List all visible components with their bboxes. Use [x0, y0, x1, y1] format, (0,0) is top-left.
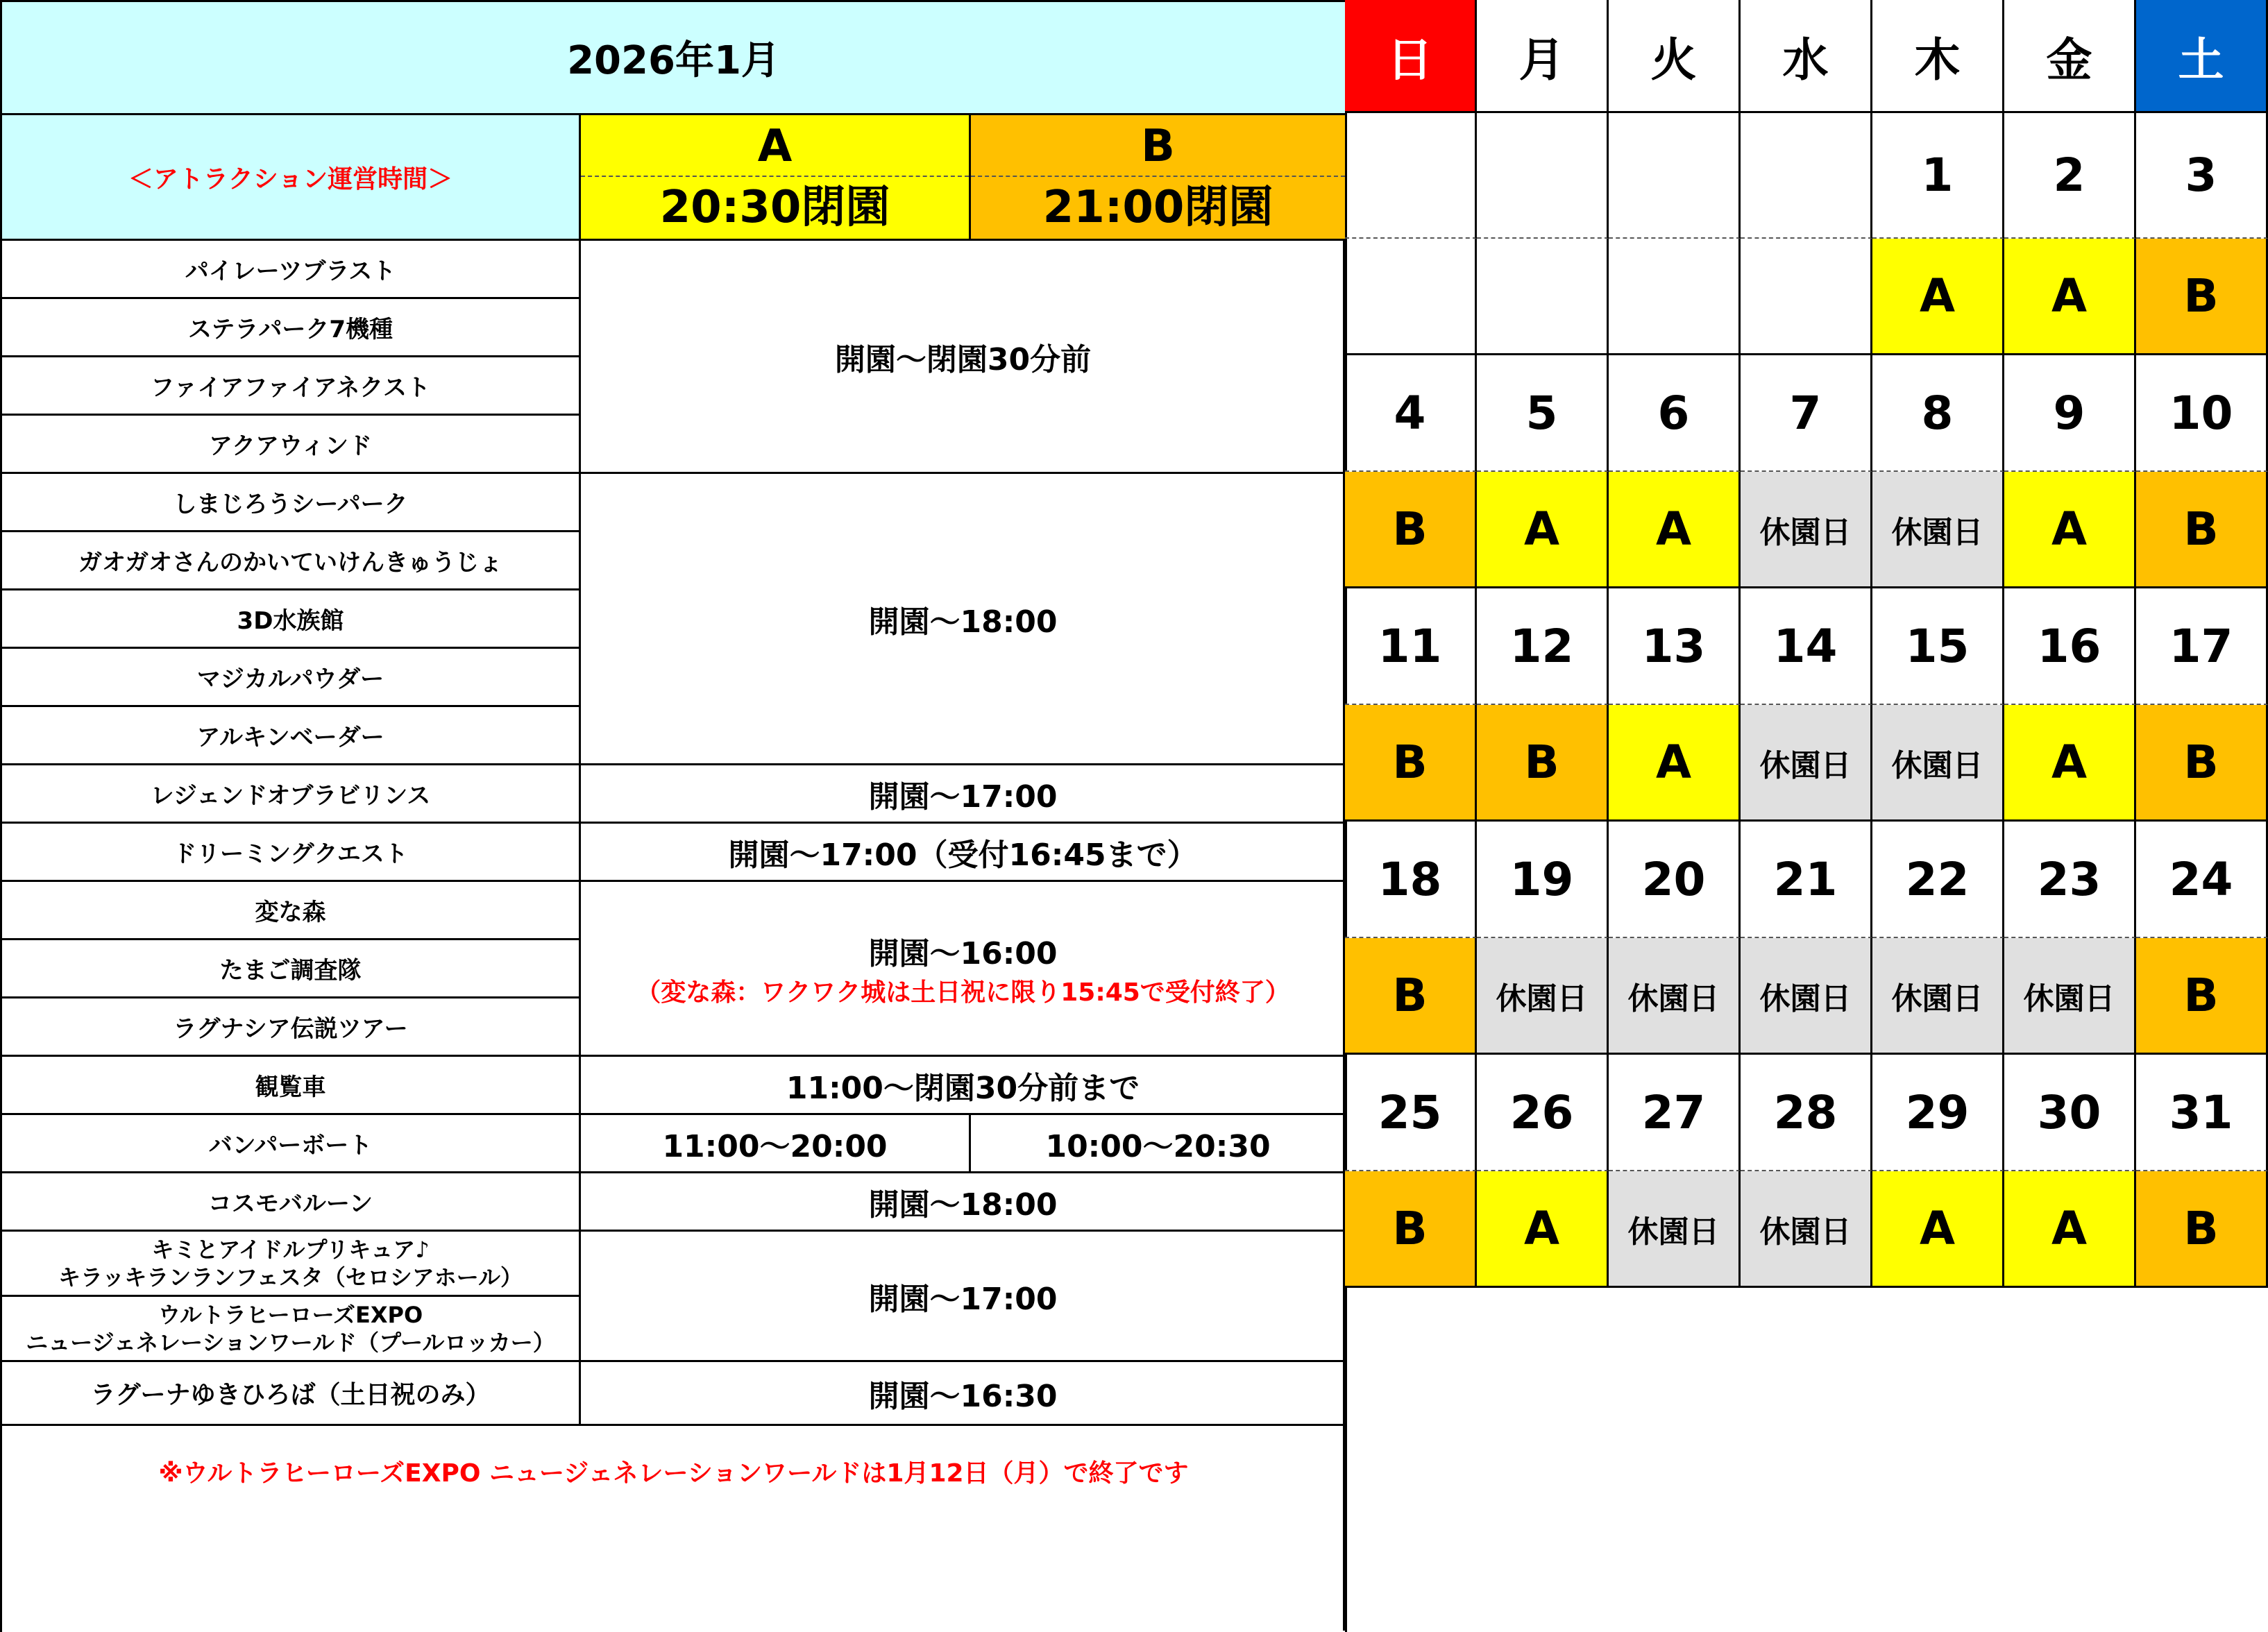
- attraction-name: ガオガオさんのかいていけんきゅうじょ: [1, 532, 580, 590]
- date-cell: 20: [1609, 822, 1741, 938]
- status-cell: 休園日: [1872, 705, 2004, 822]
- date-cell: 29: [1872, 1055, 2004, 1171]
- date-cell: 23: [2004, 822, 2136, 938]
- date-cell: 27: [1609, 1055, 1741, 1171]
- footnote: ※ウルトラヒーローズEXPO ニュージェネレーションワールドは1月12日（月）で終了です: [1, 1425, 1346, 1632]
- hours-cell: [580, 881, 1346, 1056]
- weekday-header: 土: [2136, 0, 2268, 113]
- attraction-name: ファイアファイアネクスト: [1, 357, 580, 415]
- attraction-name: アクアウィンド: [1, 415, 580, 473]
- status-cell: B: [1345, 705, 1477, 822]
- status-cell: 休園日: [1872, 938, 2004, 1055]
- date-cell: 13: [1609, 588, 1741, 705]
- attraction-name: たまご調査隊: [1, 940, 580, 998]
- legend-label: ＜アトラクション運営時間＞: [1, 114, 580, 240]
- legend-b-code: B: [971, 116, 1345, 177]
- status-cell: A: [1477, 1171, 1609, 1288]
- attraction-name: レジェンドオブラビリンス: [1, 765, 580, 823]
- hours-cell: 開園～閉園30分前: [580, 240, 1346, 473]
- status-cell: 休園日: [1741, 938, 1872, 1055]
- date-cell: 2: [2004, 113, 2136, 239]
- date-cell: 25: [1345, 1055, 1477, 1171]
- attraction-name: ステラパーク7機種: [1, 298, 580, 357]
- date-cell: 3: [2136, 113, 2268, 239]
- date-cell: 28: [1741, 1055, 1872, 1171]
- hours-cell: 開園～17:00（受付16:45まで）: [580, 823, 1346, 881]
- date-cell: 8: [1872, 355, 2004, 472]
- attraction-name: ドリーミングクエスト: [1, 823, 580, 881]
- status-cell: 休園日: [1872, 472, 2004, 588]
- legend-a-time: 20:30閉園: [659, 182, 890, 233]
- weekday-header: 水: [1741, 0, 1872, 113]
- date-cell: 17: [2136, 588, 2268, 705]
- date-cell: 22: [1872, 822, 2004, 938]
- status-cell: 休園日: [1741, 472, 1872, 588]
- attraction-name: 変な森: [1, 881, 580, 940]
- hours-cell: 11:00～閉園30分前まで: [580, 1056, 1346, 1114]
- attraction-name: キミとアイドルプリキュア♪ キラッキランランフェスタ（セロシアホール）: [1, 1231, 580, 1296]
- status-cell: 休園日: [1477, 938, 1609, 1055]
- attraction-name: バンパーボート: [1, 1114, 580, 1173]
- status-cell: 休園日: [1609, 1171, 1741, 1288]
- status-cell: 休園日: [1741, 1171, 1872, 1288]
- date-cell: 31: [2136, 1055, 2268, 1171]
- status-cell: B: [2136, 705, 2268, 822]
- date-cell: 24: [2136, 822, 2268, 938]
- month-title: 2026年1月: [1, 1, 1346, 114]
- status-cell: B: [1345, 472, 1477, 588]
- attraction-name: ラグーナゆきひろば（土日祝のみ）: [1, 1361, 580, 1425]
- date-cell: 4: [1345, 355, 1477, 472]
- hours-cell-b: 10:00～20:30: [970, 1114, 1346, 1173]
- hours-cell: 開園～18:00: [580, 1173, 1346, 1231]
- hours-cell: 開園～16:30: [580, 1361, 1346, 1425]
- status-cell: B: [1477, 705, 1609, 822]
- date-cell: [1345, 113, 1477, 239]
- legend-a-code: A: [581, 116, 969, 177]
- status-cell: 休園日: [2004, 938, 2136, 1055]
- status-cell: A: [1477, 472, 1609, 588]
- date-cell: 9: [2004, 355, 2136, 472]
- status-cell: B: [2136, 472, 2268, 588]
- legend-b: [970, 114, 1346, 240]
- status-cell: B: [2136, 239, 2268, 355]
- weekday-header: 日: [1345, 0, 1477, 113]
- status-cell: A: [1609, 705, 1741, 822]
- date-cell: 14: [1741, 588, 1872, 705]
- date-cell: 26: [1477, 1055, 1609, 1171]
- status-cell: B: [2136, 938, 2268, 1055]
- attraction-name: パイレーツブラスト: [1, 240, 580, 298]
- legend-a: [580, 114, 970, 240]
- date-cell: 10: [2136, 355, 2268, 472]
- hours-cell: 開園～17:00: [580, 765, 1346, 823]
- weekday-header: 金: [2004, 0, 2136, 113]
- weekday-header: 木: [1872, 0, 2004, 113]
- date-cell: 18: [1345, 822, 1477, 938]
- date-cell: 11: [1345, 588, 1477, 705]
- status-cell: [1345, 239, 1477, 355]
- hours-note: （変な森：ワクワク城は土日祝に限り15:45で受付終了）: [636, 978, 1290, 1007]
- hours-cell: 開園～18:00: [580, 473, 1346, 765]
- date-cell: 12: [1477, 588, 1609, 705]
- date-cell: 16: [2004, 588, 2136, 705]
- status-cell: [1741, 239, 1872, 355]
- weekday-header: 月: [1477, 0, 1609, 113]
- weekday-header: 火: [1609, 0, 1741, 113]
- attraction-name: しまじろうシーパーク: [1, 473, 580, 532]
- attraction-name: 3D水族館: [1, 590, 580, 648]
- date-cell: [1477, 113, 1609, 239]
- status-cell: [1477, 239, 1609, 355]
- date-cell: 15: [1872, 588, 2004, 705]
- attraction-name: アルキンベーダー: [1, 706, 580, 765]
- date-cell: 30: [2004, 1055, 2136, 1171]
- status-cell: A: [2004, 239, 2136, 355]
- attraction-name: ラグナシア伝説ツアー: [1, 998, 580, 1056]
- date-cell: [1741, 113, 1872, 239]
- legend-b-time: 21:00閉園: [1042, 182, 1273, 233]
- date-cell: 21: [1741, 822, 1872, 938]
- date-cell: 6: [1609, 355, 1741, 472]
- date-cell: 19: [1477, 822, 1609, 938]
- status-cell: A: [1872, 1171, 2004, 1288]
- status-cell: B: [1345, 938, 1477, 1055]
- status-cell: A: [2004, 1171, 2136, 1288]
- status-cell: A: [2004, 472, 2136, 588]
- attraction-name: 観覧車: [1, 1056, 580, 1114]
- date-cell: [1609, 113, 1741, 239]
- status-cell: B: [2136, 1171, 2268, 1288]
- status-cell: 休園日: [1609, 938, 1741, 1055]
- status-cell: A: [1609, 472, 1741, 588]
- hours-cell: 開園～17:00: [580, 1231, 1346, 1361]
- attraction-name: マジカルパウダー: [1, 648, 580, 706]
- date-cell: 5: [1477, 355, 1609, 472]
- hours-cell-a: 11:00～20:00: [580, 1114, 970, 1173]
- hours-text: 開園～16:00: [868, 936, 1058, 971]
- calendar-grid: [1345, 0, 2268, 1288]
- status-cell: 休園日: [1741, 705, 1872, 822]
- attraction-name: ウルトラヒーローズEXPO ニュージェネレーションワールド（プールロッカー）: [1, 1296, 580, 1361]
- status-cell: A: [1872, 239, 2004, 355]
- date-cell: 7: [1741, 355, 1872, 472]
- status-cell: B: [1345, 1171, 1477, 1288]
- status-cell: [1609, 239, 1741, 355]
- date-cell: 1: [1872, 113, 2004, 239]
- status-cell: A: [2004, 705, 2136, 822]
- attraction-name: コスモバルーン: [1, 1173, 580, 1231]
